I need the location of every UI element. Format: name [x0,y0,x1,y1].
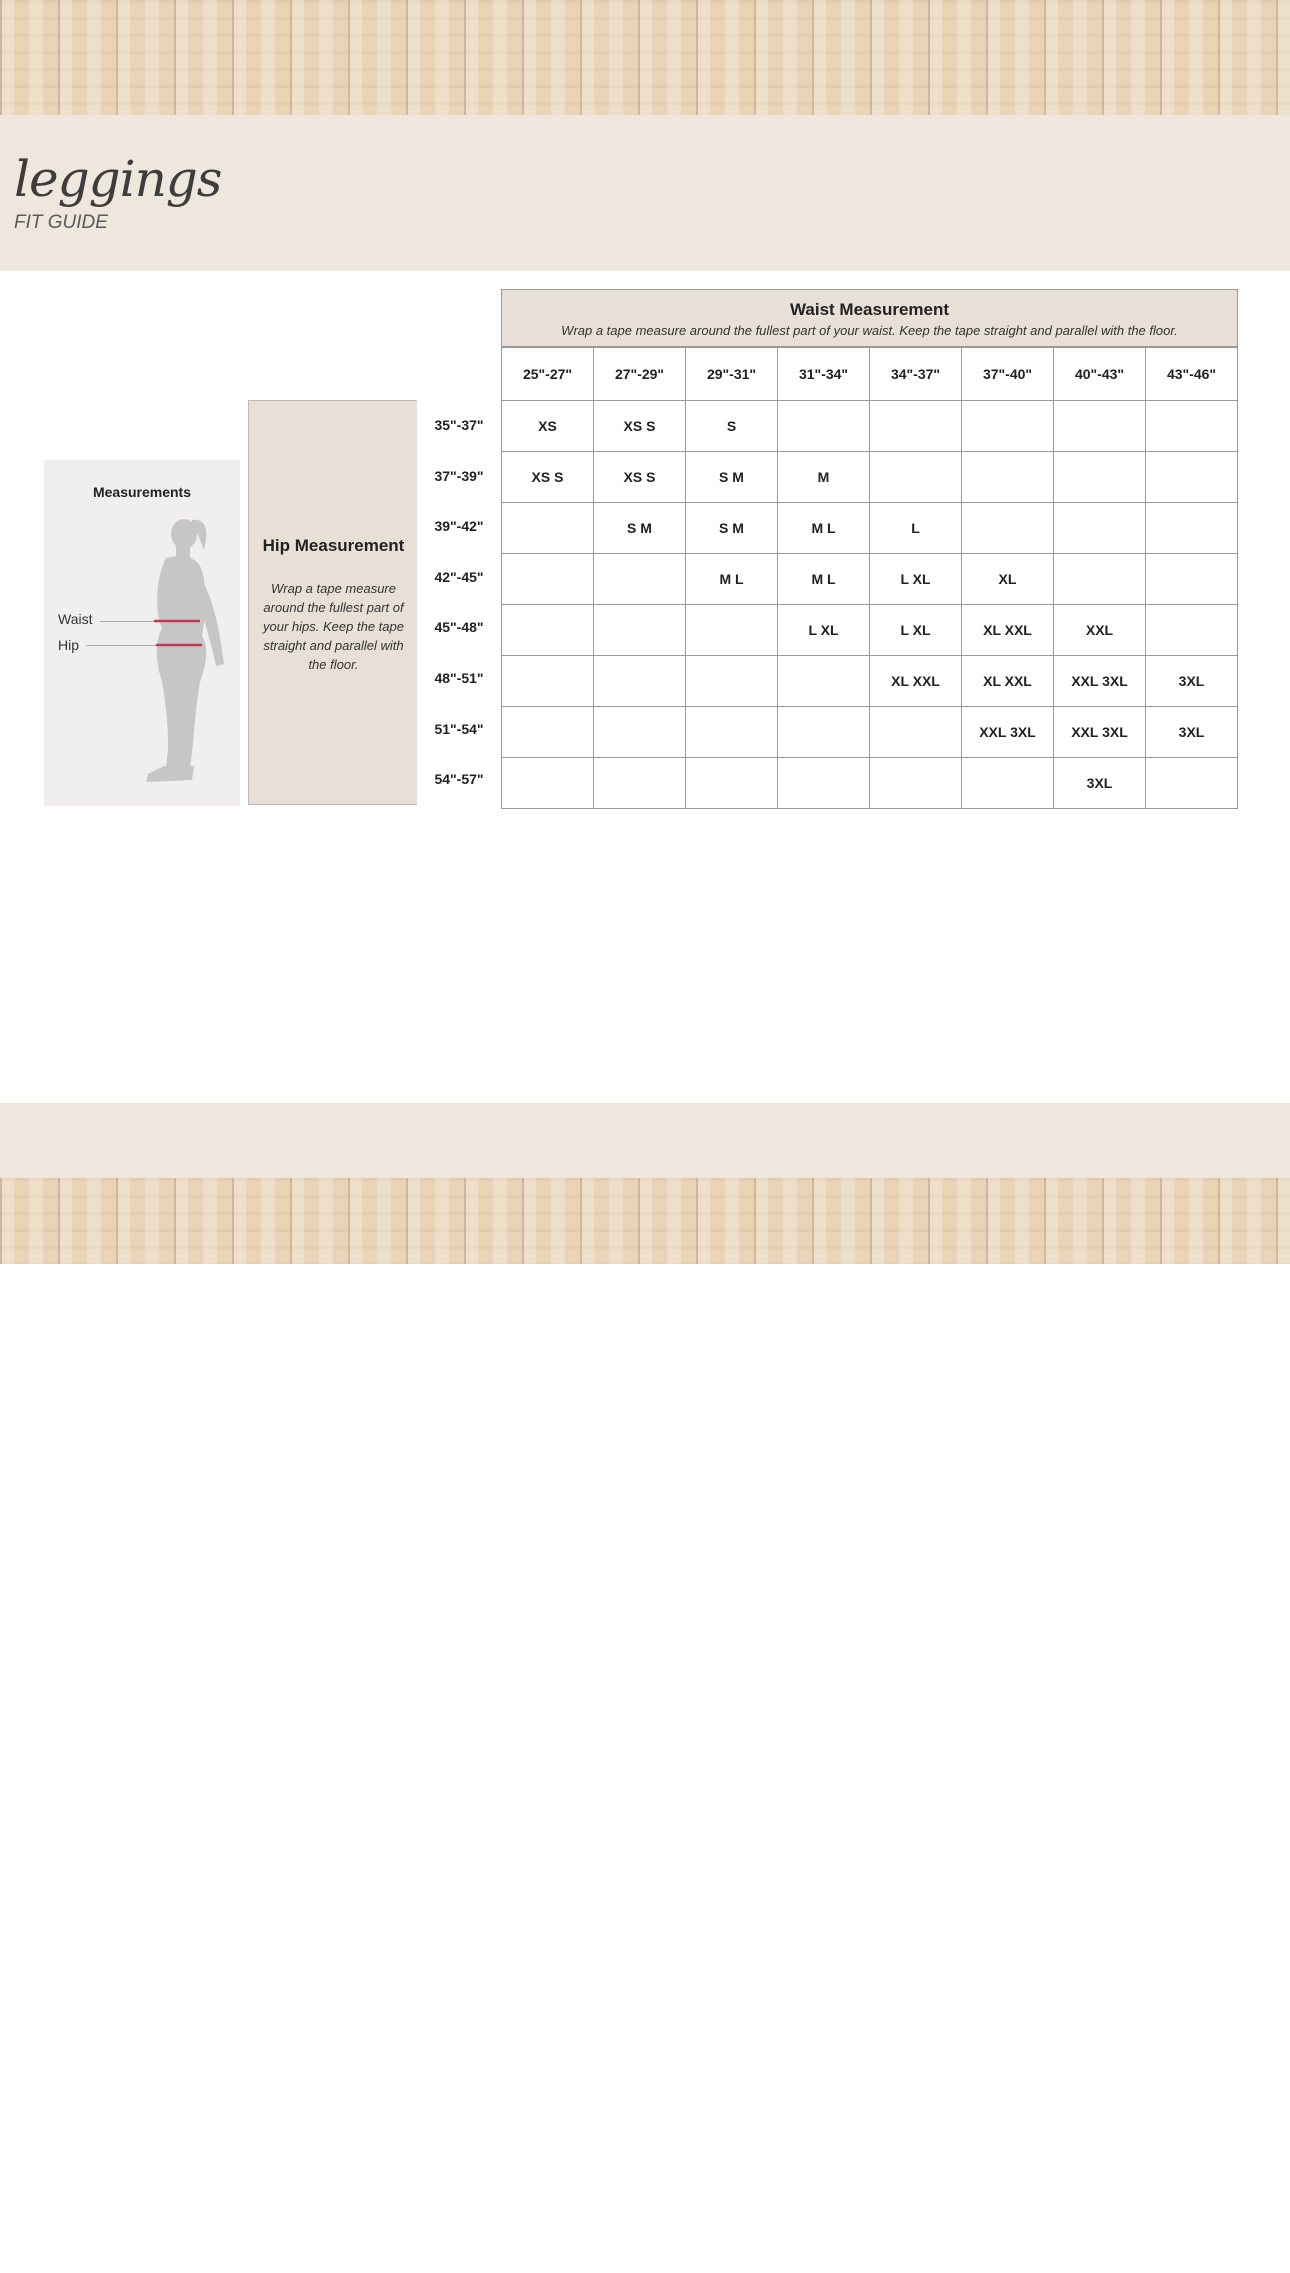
table-row [502,401,1238,452]
table-row [502,503,1238,554]
size-cell [594,707,686,758]
waist-column-header: 34"-37" [870,348,962,401]
size-cell: XL [962,554,1054,605]
wood-background-top [0,0,1290,115]
measurements-title: Measurements [92,484,192,500]
waist-pointer-line [100,621,154,622]
table-row [502,554,1238,605]
table-row [502,452,1238,503]
size-cell: 3XL [1146,707,1238,758]
hip-row-header: 35"-37" [434,417,484,433]
size-cell: XS S [502,452,594,503]
size-cell: L XL [870,605,962,656]
size-cell [1054,401,1146,452]
size-cell [502,554,594,605]
logo-text-line1: RUBY [1190,2228,1246,2250]
size-cell [502,605,594,656]
hip-measurement-title: Hip Measurement [262,536,405,555]
size-cell: XXL 3XL [1054,707,1146,758]
size-cell [1054,503,1146,554]
waist-column-header: 37"-40" [962,348,1054,401]
waist-column-header: 43"-46" [1146,348,1238,401]
size-cell: S [686,401,778,452]
size-cell [502,656,594,707]
size-cell [778,758,870,809]
size-cell [1146,605,1238,656]
size-cell: 3XL [1146,656,1238,707]
hip-row-header: 42"-45" [434,568,484,585]
footer-band [0,1103,1290,2270]
size-cell [686,758,778,809]
table-row [502,758,1238,809]
size-cell [778,656,870,707]
waist-measurement-description: Wrap a tape measure around the fullest part of your waist. Keep the tape straight and parallel with the floor. [561,323,1178,338]
size-cell: M L [686,554,778,605]
waist-measurement-title: Waist Measurement [789,300,950,319]
size-cell [778,401,870,452]
size-cell: L XL [870,554,962,605]
size-cell: XS S [594,401,686,452]
waist-label: Waist [58,611,93,627]
hip-measurement-panel [248,400,417,805]
waist-column-header: 27"-29" [594,348,686,401]
size-cell [594,656,686,707]
size-cell [778,707,870,758]
size-cell [1146,554,1238,605]
size-cell: XS [502,401,594,452]
size-cell [502,707,594,758]
measurements-panel [44,460,240,806]
size-cell: M L [778,503,870,554]
hip-row-header: 54"-57" [434,771,484,788]
size-cell: M L [778,554,870,605]
hip-row-header: 37"-39" [434,467,484,484]
body-silhouette-icon [44,460,240,806]
size-cell [686,605,778,656]
size-chart-table [501,347,1238,809]
ribbon-logo-icon: ЯR [1124,2229,1173,2270]
size-cell [502,758,594,809]
size-cell: 3XL [1054,758,1146,809]
size-cell [870,401,962,452]
table-row [502,707,1238,758]
hip-row-header: 51"-54" [434,720,484,737]
size-cell [962,503,1054,554]
size-cell: S M [594,503,686,554]
size-cell [962,758,1054,809]
table-row [502,605,1238,656]
size-cell [594,554,686,605]
size-cell [870,452,962,503]
size-cell [1146,452,1238,503]
size-cell [1146,503,1238,554]
waist-measurement-header [501,289,1238,347]
size-cell: XL XXL [962,656,1054,707]
size-cell: XXL 3XL [962,707,1054,758]
size-cell: L [870,503,962,554]
hip-pointer-line [86,645,156,646]
size-cell: XL XXL [870,656,962,707]
size-cell: S M [686,452,778,503]
waist-column-header: 25"-27" [502,348,594,401]
size-cell: L XL [778,605,870,656]
page-title: leggings [14,150,222,208]
size-cell [594,605,686,656]
size-cell [962,452,1054,503]
size-cell [1146,401,1238,452]
size-cell [870,707,962,758]
size-cell [502,503,594,554]
hip-row-header: 48"-51" [434,670,484,686]
logo-text [1190,2229,1267,2269]
size-cell [962,401,1054,452]
size-cell [686,656,778,707]
waist-column-header-row [502,348,1238,401]
size-cell [594,758,686,809]
waist-column-header: 40"-43" [1054,348,1146,401]
wood-background-bottom [0,1178,1290,1264]
size-cell: XXL 3XL [1054,656,1146,707]
size-cell: XL XXL [962,605,1054,656]
waist-column-header: 29"-31" [686,348,778,401]
hip-label: Hip [58,637,80,653]
table-row [502,656,1238,707]
size-cell [870,758,962,809]
logo-text-line2: RIBBON [1190,2248,1267,2270]
size-cell: M [778,452,870,503]
hip-measurement-description: Wrap a tape measure around the fullest part of your hips. Keep the tape straight and parallel with the floor. [263,581,404,672]
size-cell: S M [686,503,778,554]
size-cell [686,707,778,758]
waist-column-header: 31"-34" [778,348,870,401]
hip-row-header: 39"-42" [434,518,484,535]
size-cell: XS S [594,452,686,503]
size-cell [1054,554,1146,605]
hip-row-header: 45"-48" [434,619,484,636]
size-cell [1146,758,1238,809]
page-subtitle: FIT GUIDE [14,212,108,233]
size-cell [1054,452,1146,503]
size-cell: XXL [1054,605,1146,656]
